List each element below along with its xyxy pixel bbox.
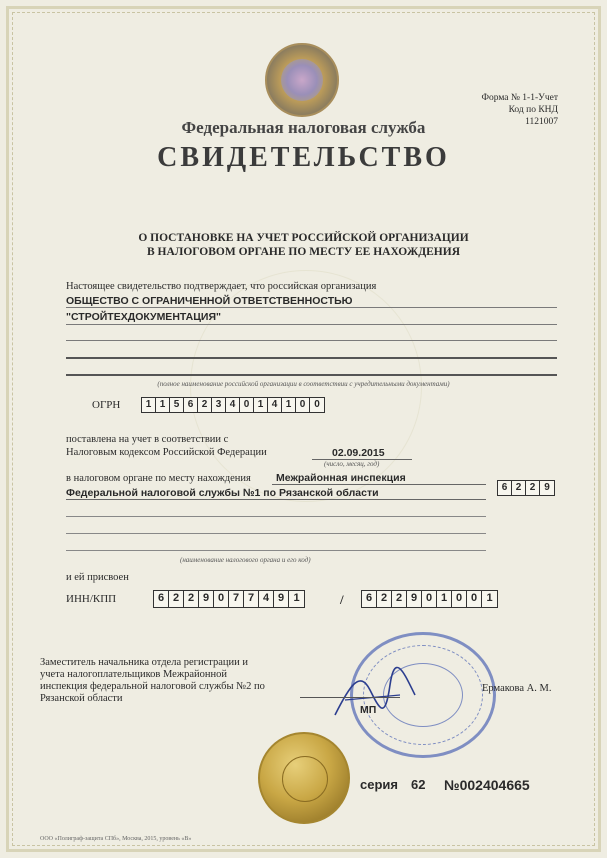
- signature-image: [330, 665, 420, 725]
- inn-kpp-label: ИНН/КПП: [66, 593, 117, 605]
- registration-date: 02.09.2015: [332, 447, 385, 459]
- digit-cell: 2: [512, 481, 526, 495]
- inn-field: [153, 590, 305, 608]
- digit-cell: 5: [170, 398, 184, 412]
- rule: [66, 324, 557, 325]
- digit-cell: 0: [422, 591, 437, 607]
- rule: [66, 374, 557, 376]
- digit-cell: 7: [229, 591, 244, 607]
- digit-cell: 2: [184, 591, 199, 607]
- subtitle-line1: О ПОСТАНОВКЕ НА УЧЕТ РОССИЙСКОЙ ОРГАНИЗАЦИИ: [138, 232, 469, 244]
- kpp-field: [361, 590, 498, 608]
- digit-cell: 2: [169, 591, 184, 607]
- rule: [66, 533, 486, 534]
- mp-mark: МП: [360, 704, 377, 716]
- subtitle-line2: В НАЛОГОВОМ ОРГАНЕ ПО МЕСТУ ЕЕ НАХОЖДЕНИЯ: [146, 246, 461, 258]
- signature-rule: [300, 697, 400, 698]
- authority-line1: Межрайонная инспекция: [276, 472, 406, 484]
- series-label: серия: [360, 777, 398, 792]
- digit-cell: 4: [259, 591, 274, 607]
- digit-cell: 6: [498, 481, 512, 495]
- digit-cell: 2: [198, 398, 212, 412]
- gold-seal-icon: [258, 732, 350, 824]
- rule: [272, 484, 486, 485]
- digit-cell: 4: [226, 398, 240, 412]
- digit-cell: 0: [467, 591, 482, 607]
- digit-cell: 7: [244, 591, 259, 607]
- ogrn-field: [141, 397, 325, 413]
- digit-cell: 9: [544, 482, 550, 493]
- authority-caption: (наименование налогового органа и его код): [180, 556, 311, 564]
- registered-line1: поставлена на учет в соответствии с: [66, 434, 229, 445]
- digit-cell: 2: [377, 591, 392, 607]
- knd-code: Код по КНД 1121007: [508, 105, 558, 127]
- signer-name: Ермакова А. М.: [482, 683, 552, 694]
- authority-code-field: [497, 480, 555, 496]
- digit-cell: 0: [452, 591, 467, 607]
- digit-cell: 6: [154, 591, 169, 607]
- digit-cell: 6: [184, 398, 198, 412]
- org-name-line1: ОБЩЕСТВО С ОГРАНИЧЕННОЙ ОТВЕТСТВЕННОСТЬЮ: [66, 295, 353, 307]
- digit-cell: 1: [156, 398, 170, 412]
- position-line: Заместитель начальника отдела регистрации и: [40, 657, 248, 668]
- digit-cell: 1: [254, 398, 268, 412]
- digit-cell: 1: [437, 591, 452, 607]
- printer-note: ООО «Полиграф-защита СПб», Москва, 2015, уровень «В»: [40, 836, 192, 842]
- rule: [66, 307, 557, 308]
- serial-number: №002404665: [444, 777, 530, 793]
- digit-cell: 9: [407, 591, 422, 607]
- digit-cell: 0: [296, 398, 310, 412]
- digit-cell: 4: [268, 398, 282, 412]
- authority-line2: Федеральной налоговой службы №1 по Рязанской области: [66, 487, 379, 499]
- digit-cell: 9: [199, 591, 214, 607]
- document-title: СВИДЕТЕЛЬСТВО: [157, 142, 450, 173]
- digit-cell: 3: [212, 398, 226, 412]
- position-line: инспекция федеральной налоговой службы №2 по: [40, 681, 265, 692]
- digit-cell: 0: [314, 399, 320, 410]
- digit-cell: 2: [526, 481, 540, 495]
- rule: [66, 550, 486, 551]
- digit-cell: 2: [392, 591, 407, 607]
- position-line: Рязанской области: [40, 693, 123, 704]
- rule: [66, 340, 557, 341]
- authority-intro: в налоговом органе по месту нахождения: [66, 473, 251, 484]
- org-caption: (полное наименование российской организации в соответствии с учредительными документами): [157, 380, 450, 388]
- agency-name: Федеральная налоговая служба: [181, 118, 426, 137]
- rule: [66, 357, 557, 359]
- digit-cell: 1: [282, 398, 296, 412]
- digit-cell: 1: [293, 592, 300, 604]
- inn-kpp-separator: /: [340, 592, 344, 607]
- digit-cell: 1: [486, 592, 493, 604]
- ogrn-label: ОГРН: [92, 399, 121, 411]
- digit-cell: 9: [274, 591, 289, 607]
- form-number: Форма № 1-1-Учет: [481, 93, 558, 103]
- intro-text: Настоящее свидетельство подтверждает, что российская организация: [66, 281, 377, 292]
- digit-cell: 0: [240, 398, 254, 412]
- rule: [66, 499, 486, 500]
- series-value: 62: [411, 777, 426, 792]
- org-name-line2: "СТРОЙТЕХДОКУМЕНТАЦИЯ": [66, 311, 221, 323]
- rule: [66, 516, 486, 517]
- position-line: учета налогоплательщиков Межрайонной: [40, 669, 227, 680]
- assigned-text: и ей присвоен: [66, 572, 129, 583]
- hologram-emblem-icon: [265, 43, 339, 117]
- signer-position: [40, 657, 265, 705]
- digit-cell: 0: [214, 591, 229, 607]
- date-caption: (число, месяц, год): [324, 460, 380, 468]
- digit-cell: 6: [362, 591, 377, 607]
- digit-cell: 1: [142, 398, 156, 412]
- registered-line2: Налоговым кодексом Российской Федерации: [66, 447, 267, 458]
